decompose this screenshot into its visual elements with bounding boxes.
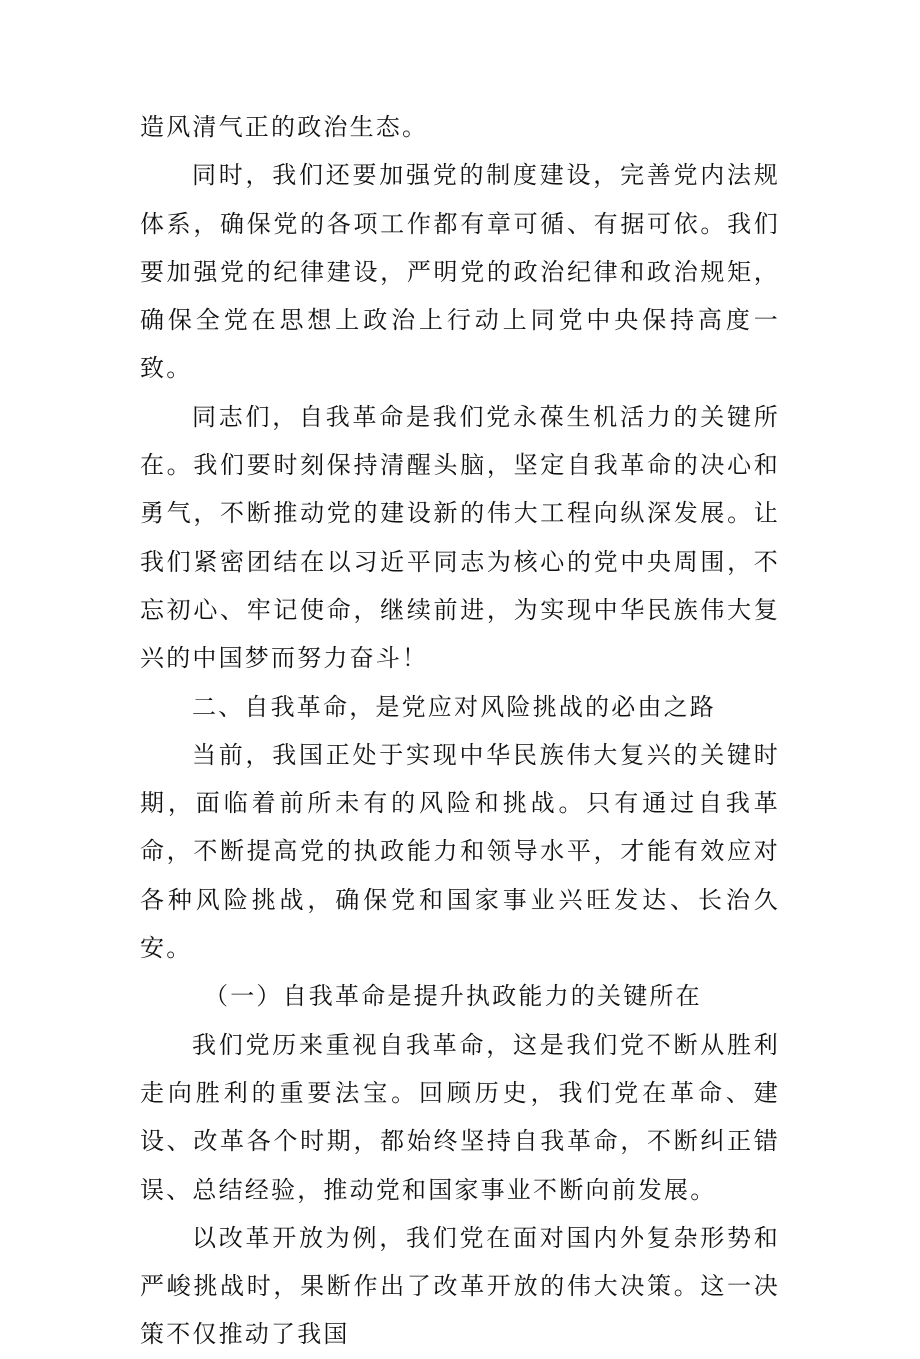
paragraph-current-situation: 当前，我国正处于实现中华民族伟大复兴的关键时期，面临着前所未有的风险和挑战。只有通过自我革命，不断提高党的执政能力和领导水平，才能有效应对各种风险挑战，确保党和国家事业兴旺发达、长治久安。: [140, 740, 780, 963]
paragraph-system-building: 同时，我们还要加强党的制度建设，完善党内法规体系，确保党的各项工作都有章可循、有据可依。我们要加强党的纪律建设，严明党的政治纪律和政治规矩，确保全党在思想上政治上行动上同党中央保持高度一致。: [140, 161, 780, 383]
section-heading-2: 二、自我革命，是党应对风险挑战的必由之路: [192, 692, 716, 721]
subsection-heading-1: （一）自我革命是提升执政能力的关键所在: [204, 982, 702, 1011]
paragraph-reform-example: 以改革开放为例，我们党在面对国内外复杂形势和严峻挑战时，果断作出了改革开放的伟大决策。这一决策不仅推动了我国: [140, 1223, 780, 1349]
paragraph-call-to-action: 同志们，自我革命是我们党永葆生机活力的关键所在。我们要时刻保持清醒头脑，坚定自我革命的决心和勇气，不断推动党的建设新的伟大工程向纵深发展。让我们紧密团结在以习近平同志为核心的党中央周围，不忘初心、牢记使命，继续前进，为实现中华民族伟大复兴的中国梦而努力奋斗！: [140, 402, 780, 673]
paragraph-history: 我们党历来重视自我革命，这是我们党不断从胜利走向胜利的重要法宝。回顾历史，我们党在革命、建设、改革各个时期，都始终坚持自我革命，不断纠正错误、总结经验，推动党和国家事业不断向前发展。: [140, 1030, 780, 1204]
paragraph-continuation: 造风清气正的政治生态。: [140, 113, 429, 141]
document-body: [140, 103, 780, 1359]
